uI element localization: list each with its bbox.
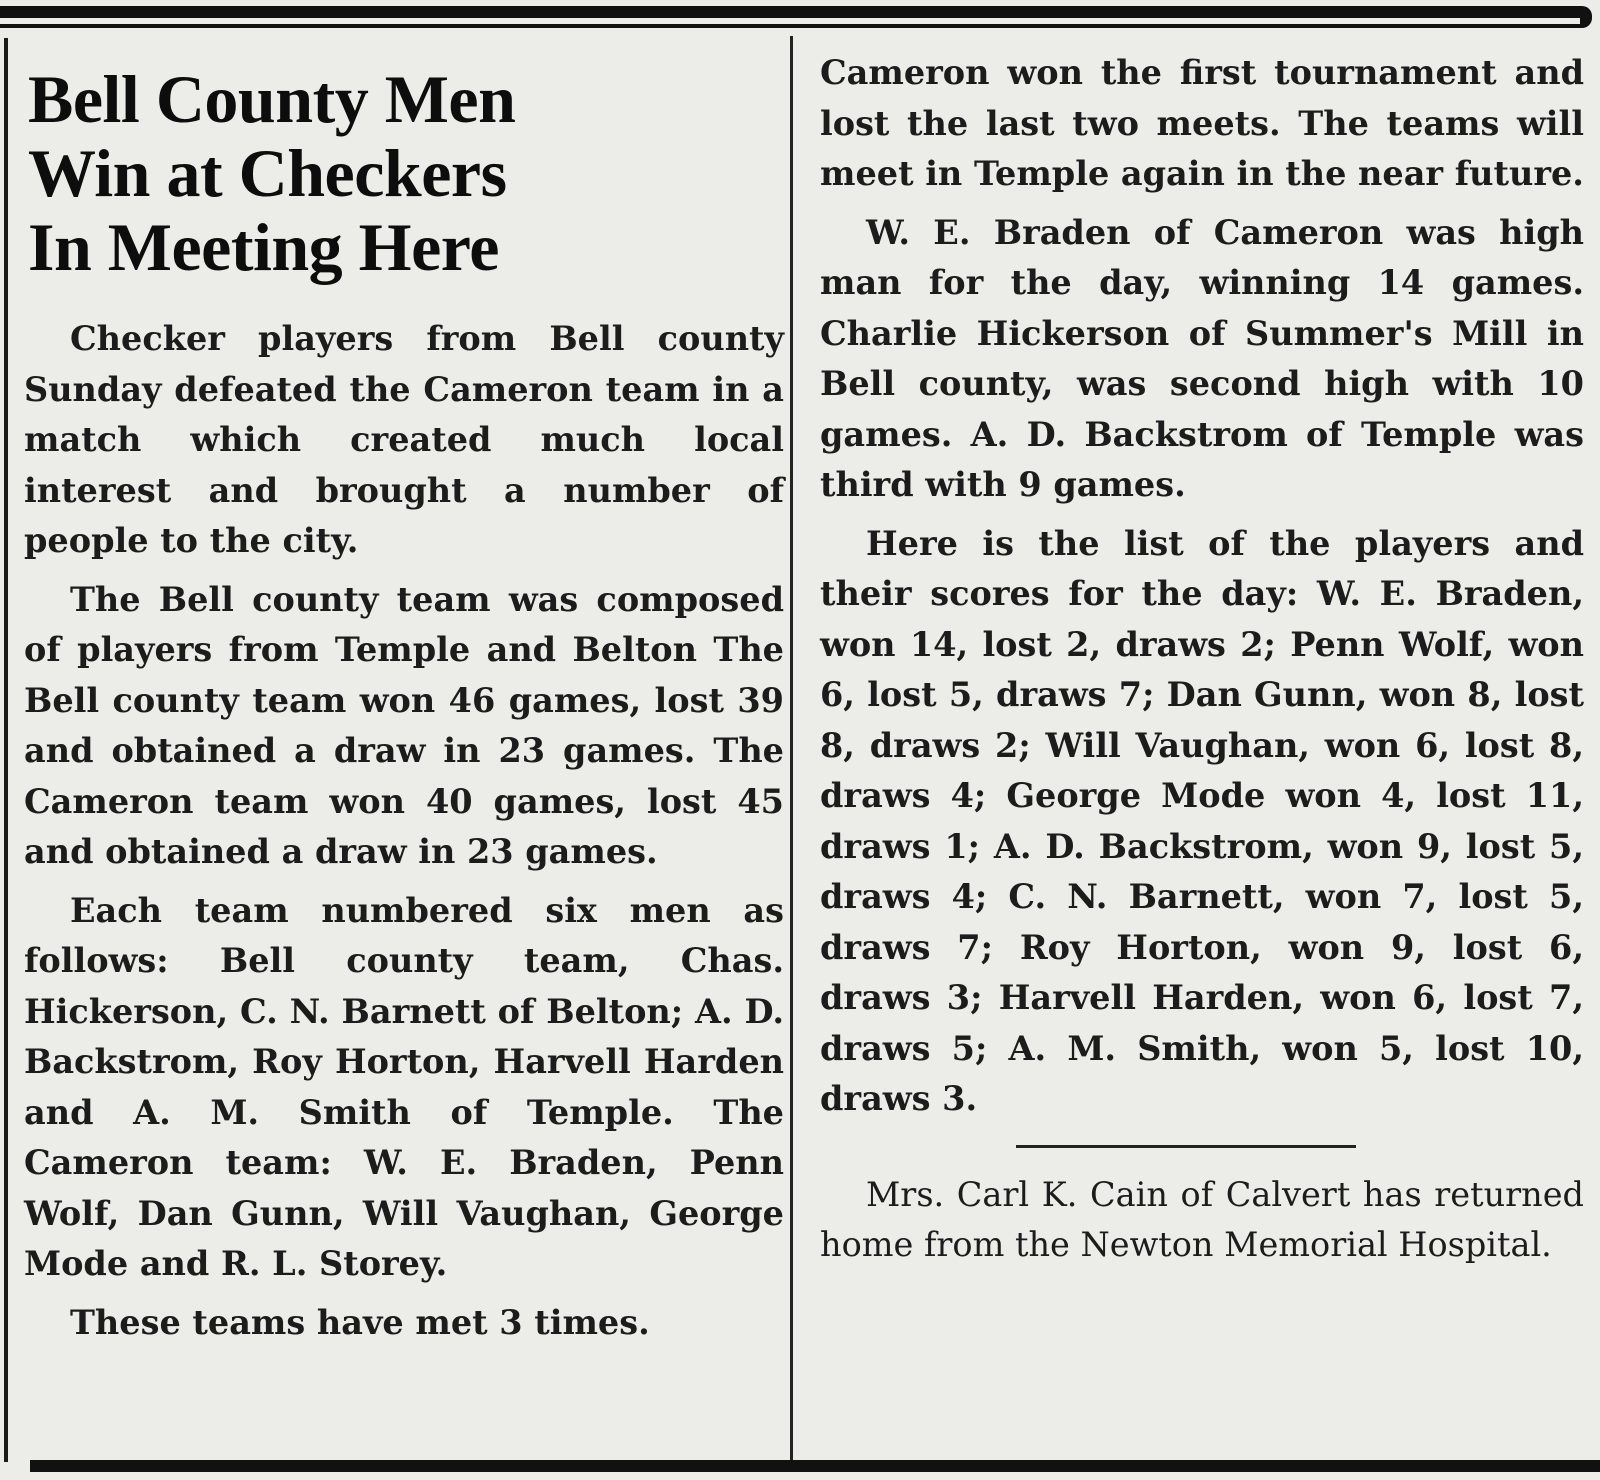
headline-line-1: Bell County Men xyxy=(28,61,516,137)
top-rule xyxy=(0,6,1592,28)
article-headline xyxy=(28,62,784,284)
left-column xyxy=(24,56,784,1356)
bottom-rule xyxy=(30,1460,1600,1472)
article-paragraph-continued: Cameron won the first tournament and lost the last two meets. The teams will meet in Temple again in the near future. xyxy=(820,53,1584,193)
headline-line-2: Win at Checkers xyxy=(28,135,507,211)
news-brief: Mrs. Carl K. Cain of Calvert has returned home from the Newton Memorial Hospital. xyxy=(820,1174,1584,1264)
article-paragraph: The Bell county team was composed of players from Temple and Belton The Bell county team won 46 games, lost 39 and obtained a draw in 23 games. The Cameron team won 40 games, lost 45 and obtained a draw in 23 games. xyxy=(24,579,784,871)
headline-line-3: In Meeting Here xyxy=(28,209,499,285)
article-paragraph: W. E. Braden of Cameron was high man for the day, winning 14 games. Charlie Hickerson of Summer's Mill in Bell county, was second high with 10 games. A. D. Backstrom of Temple was third with 9 games. xyxy=(820,212,1584,504)
right-column xyxy=(820,48,1584,1279)
left-border-rule xyxy=(4,38,8,1462)
article-paragraph: Checker players from Bell county Sunday defeated the Cameron team in a match which created much local interest and brought a number of people to the city. xyxy=(24,319,784,560)
article-paragraph: Each team numbered six men as follows: Bell county team, Chas. Hickerson, C. N. Barnett of Belton; A. D. Backstrom, Roy Horton, Harvell Harden and A. M. Smith of Temple. The Cameron team: W. E. Braden, Penn Wolf, Dan Gunn, Will Vaughan, George Mode and R. L. Storey. xyxy=(24,890,784,1283)
section-divider-rule xyxy=(1016,1145,1356,1148)
column-divider xyxy=(790,36,793,1464)
article-paragraph: These teams have met 3 times. xyxy=(70,1302,650,1342)
article-paragraph: Here is the list of the players and their scores for the day: W. E. Braden, won 14, lost 2, draws 2; Penn Wolf, won 6, lost 5, draws 7; Dan Gunn, won 8, lost 8, draws 2; Will Vaughan, won 6, lost 8, draws 4; George Mode won 4, lost 11, draws 1; A. D. Backstrom, won 9, lost 5, draws 4; C. N. Barnett, won 7, lost 5, draws 7; Roy Horton, won 9, lost 6, draws 3; Harvell Harden, won 6, lost 7, draws 5; A. M. Smith, won 5, lost 10, draws 3. xyxy=(820,523,1584,1118)
